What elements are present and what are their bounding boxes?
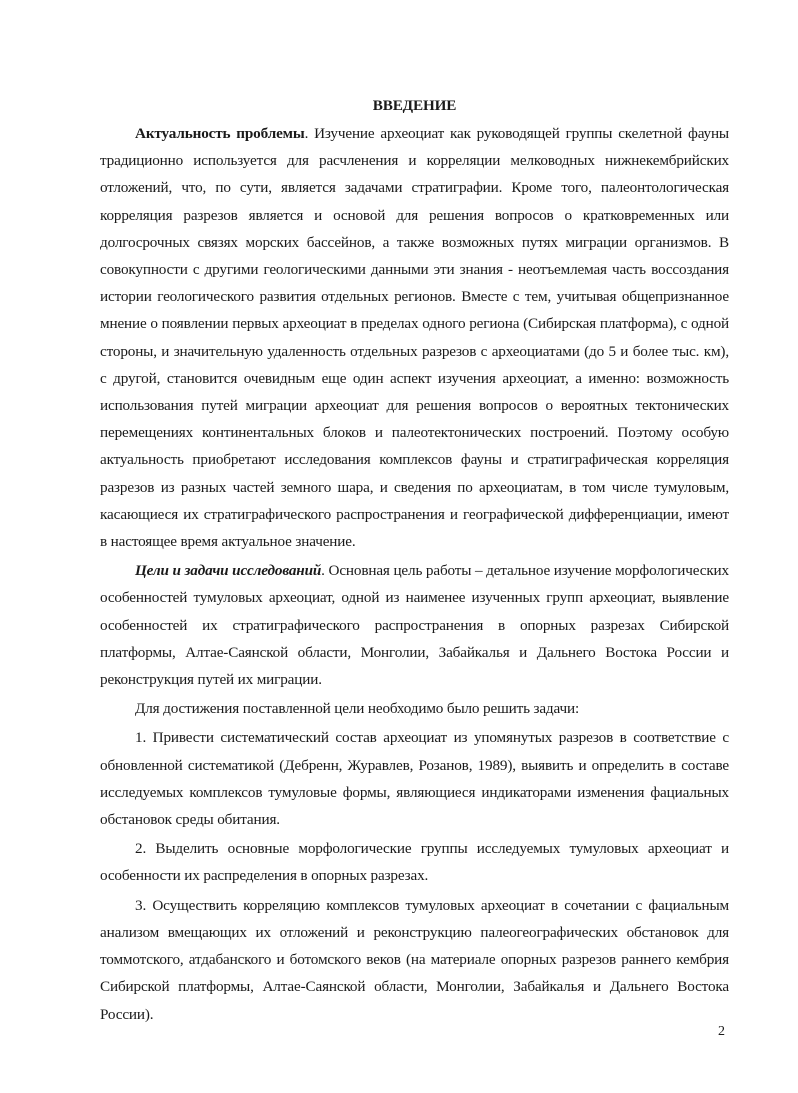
paragraph-tasks-intro xyxy=(100,695,729,722)
paragraph-task-1 xyxy=(100,724,729,833)
paragraph-task-3 xyxy=(100,892,729,1028)
paragraph-text: 1. Привести систематический состав археоциат из упомянутых разрезов в соответствие с обновленной систематикой (Дебренн, Журавлев, Розанов, 1989), выявить и определить в составе исследуемых комплексов тумуловые формы, являющиеся индикаторами изменения фациальных обстановок среды обитания. xyxy=(100,729,729,829)
paragraph-task-2 xyxy=(100,835,729,889)
paragraph-relevance xyxy=(100,120,729,555)
paragraph-text: . Изучение археоциат как руководящей группы скелетной фауны традиционно используется для расчленения и корреляции мелководных нижнекембрийских отложений, что, по сути, является задачами стратиграфии. Кроме того, палеонтологическая корреляция разрезов является и основой для решения вопросов о кратковременных или долгосрочных связях морских бассейнов, а также возможных путях миграции организмов. В совокупности с другими геологическими данными эти знания - неотъемлемая часть воссоздания истории геологического развития отдельных регионов. Вместе с тем, учитывая общепризнанное мнение о появлении первых археоциат в пределах одного региона (Сибирская платформа), с одной стороны, и значительную удаленность отдельных разрезов с археоциатами (до 5 и более тыс. км), с другой, становится очевидным еще один аспект изучения археоциат, а именно: возможность использования путей миграции археоциат для решения вопросов о вероятных тектонических перемещениях континентальных блоков и палеотектонических построений. Поэтому особую актуальность приобретают исследования комплексов фауны и стратиграфическая корреляция разрезов из разных частей земного шара, и сведения по археоциатам, в том числе тумуловым, касающиеся их стратиграфического распространения и географической дифференциации, имеют в настоящее время актуальное значение. xyxy=(100,125,729,551)
paragraph-lead: Цели и задачи исследований xyxy=(135,562,322,580)
paragraph-lead: Актуальность проблемы xyxy=(135,125,305,142)
paragraph-text: Для достижения поставленной цели необходимо было решить задачи: xyxy=(135,700,580,718)
document-page xyxy=(100,92,729,1028)
section-title: ВВЕДЕНИЕ xyxy=(372,97,457,114)
page-number: 2 xyxy=(718,1024,725,1039)
paragraph-text: 2. Выделить основные морфологические группы исследуемых тумуловых археоциат и особенности их распределения в опорных разрезах. xyxy=(100,840,729,885)
paragraph-text: . Основная цель работы – детальное изучение морфологических особенностей тумуловых археоциат, одной из наименее изученных групп археоциат, выявление особенностей их стратиграфического распространения в опорных разрезах Сибирской платформы, Алтае-Саянской области, Монголии, Забайкалья и Дальнего Востока России и реконструкция путей их миграции. xyxy=(100,562,729,689)
paragraph-text: 3. Осуществить корреляцию комплексов тумуловых археоциат в сочетании с фациальным анализом вмещающих их отложений и реконструкцию палеогеографических обстановок для томмотского, атдабанского и ботомского веков (на материале опорных разрезов раннего кембрия Сибирской платформы, Алтае-Саянской области, Монголии, Забайкалья и Дальнего Востока России). xyxy=(100,896,729,1023)
paragraph-goals xyxy=(100,557,729,693)
